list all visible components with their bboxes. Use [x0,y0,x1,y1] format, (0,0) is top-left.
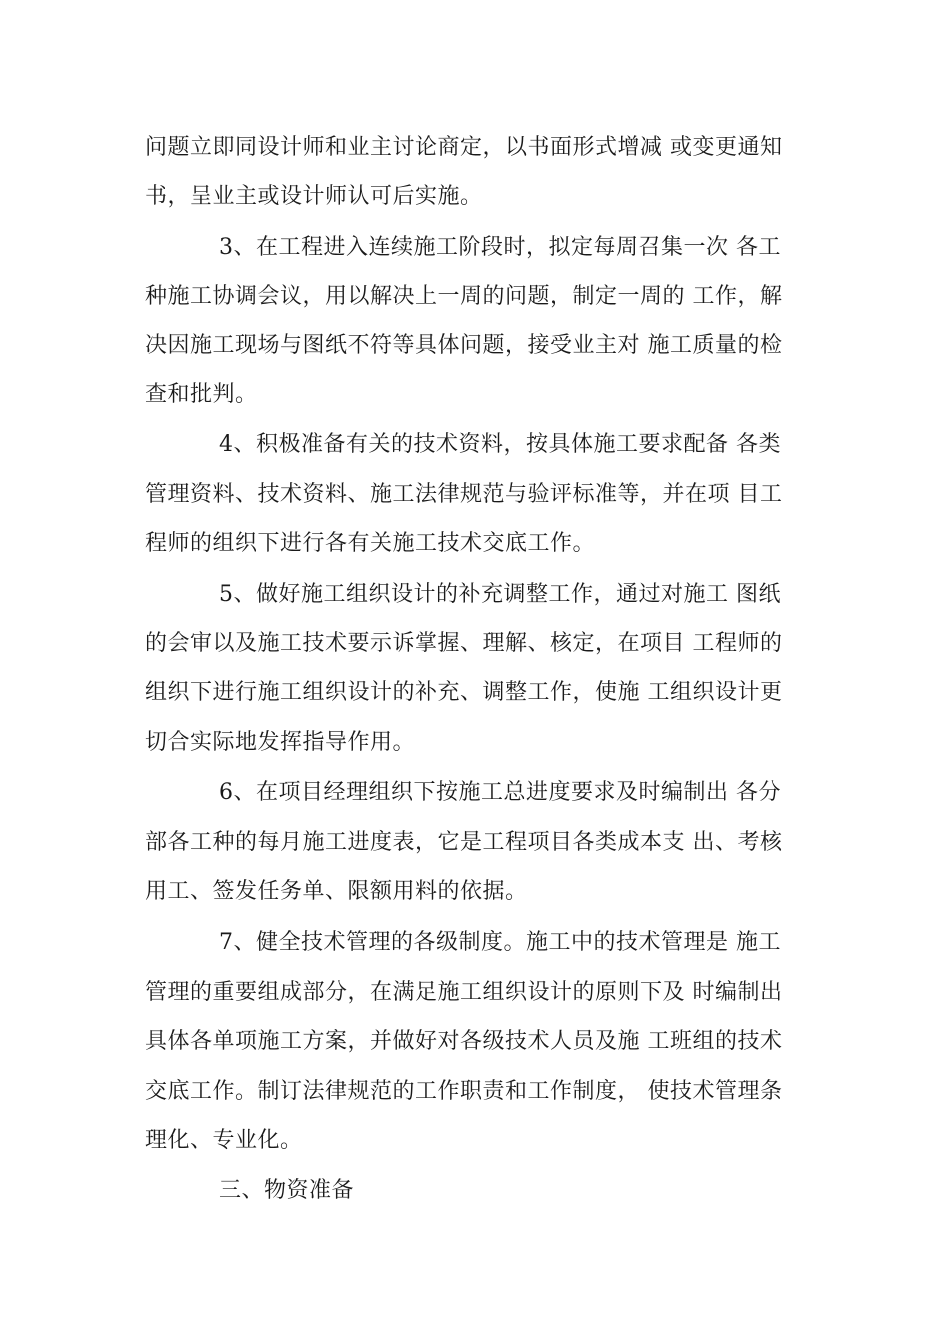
body-line: 具体各单项施工方案，并做好对各级技术人员及施 工班组的技术 [145,1029,783,1054]
body-line: 交底工作。制订法律规范的工作职责和工作制度， 使技术管理条 [145,1079,783,1104]
body-line: 决因施工现场与图纸不符等具体问题，接受业主对 施工质量的检 [145,333,783,358]
body-line: 程师的组织下进行各有关施工技术交底工作。 [145,531,596,556]
paragraph-4-line: 4、积极准备有关的技术资料，按具体施工要求配备 各类 [219,432,781,457]
body-line: 切合实际地发挥指导作用。 [145,730,416,755]
body-line: 问题立即同设计师和业主讨论商定，以书面形式增减 或变更通知 [145,135,783,160]
paragraph-3-line: 3、在工程进入连续施工阶段时，拟定每周召集一次 各工 [219,235,781,260]
paragraph-6-line: 6、在项目经理组织下按施工总进度要求及时编制出 各分 [219,780,781,805]
body-line: 书，呈业主或设计师认可后实施。 [145,184,483,209]
section-heading: 三、物资准备 [219,1178,355,1203]
body-line: 的会审以及施工技术要示诉掌握、理解、核定，在项目 工程师的 [145,631,783,656]
body-line: 部各工种的每月施工进度表，它是工程项目各类成本支 出、考核 [145,830,783,855]
body-line: 用工、签发任务单、限额用料的依据。 [145,879,528,904]
body-line: 理化、专业化。 [145,1128,303,1153]
body-line: 查和批判。 [145,382,258,407]
body-line: 种施工协调会议，用以解决上一周的问题，制定一周的 工作，解 [145,284,783,309]
paragraph-5-line: 5、做好施工组织设计的补充调整工作，通过对施工 图纸 [219,582,781,607]
body-line: 管理资料、技术资料、施工法律规范与验评标准等，并在项 目工 [145,482,783,507]
body-line: 管理的重要组成部分，在满足施工组织设计的原则下及 时编制出 [145,980,783,1005]
paragraph-7-line: 7、健全技术管理的各级制度。施工中的技术管理是 施工 [219,930,781,955]
body-line: 组织下进行施工组织设计的补充、调整工作，使施 工组织设计更 [145,680,783,705]
